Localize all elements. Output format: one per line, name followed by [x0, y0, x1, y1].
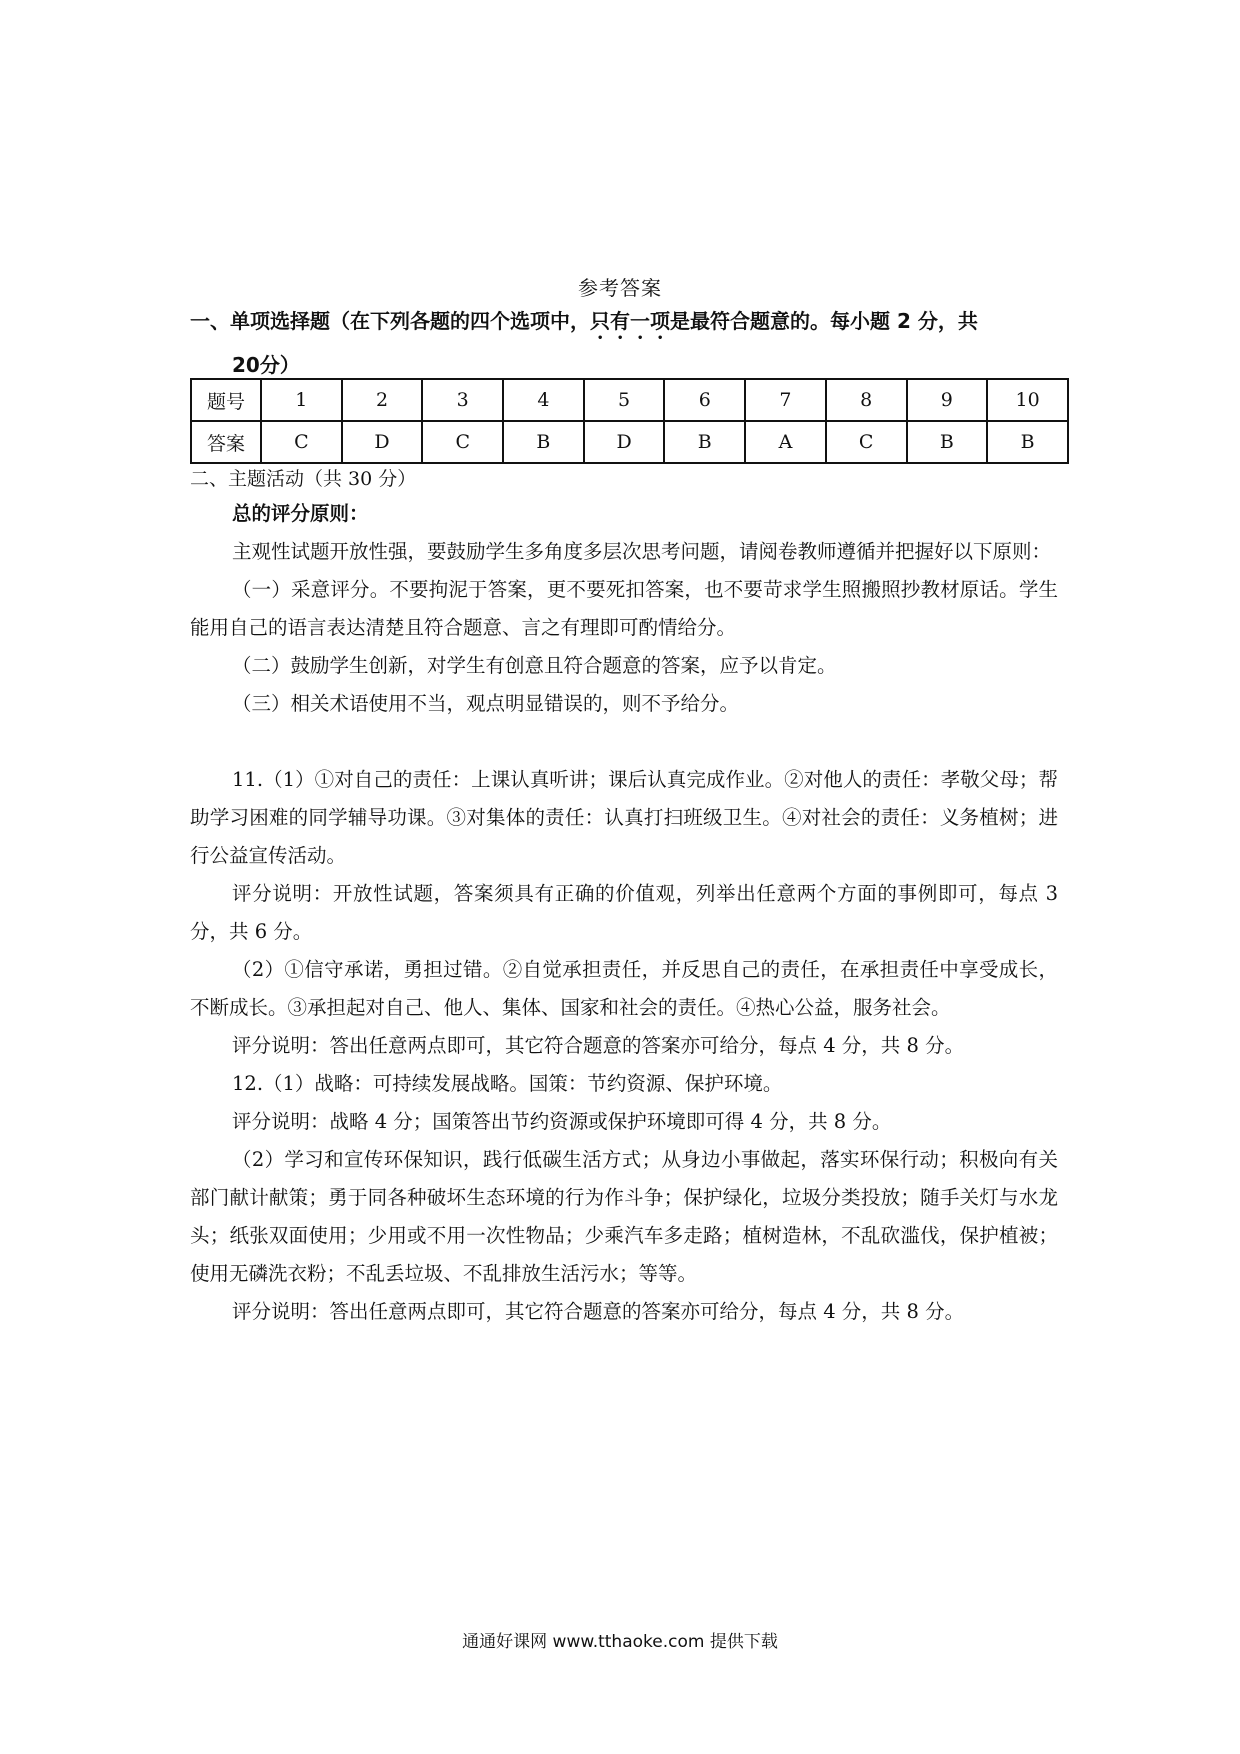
table-row-label: 答案 — [191, 421, 261, 463]
table-cell-answer: C — [422, 421, 503, 463]
table-cell-number: 3 — [422, 379, 503, 421]
page-title: 参考答案 — [578, 276, 662, 300]
section-1-heading-line2: 20分） — [232, 353, 300, 377]
table-cell-answer: A — [745, 421, 826, 463]
q11-note1: 评分说明：开放性试题，答案须具有正确的价值观，列举出任意两个方面的事例即可，每点 3 分，共 6 分。 — [190, 882, 1058, 943]
table-cell-answer: B — [987, 421, 1068, 463]
table-cell-number: 6 — [664, 379, 745, 421]
section-1-heading — [190, 300, 1070, 386]
table-cell-answer: C — [826, 421, 907, 463]
answer-table — [190, 378, 1069, 464]
section-2-heading: 二、主题活动（共 30 分） — [190, 468, 417, 490]
principles-heading: 总的评分原则： — [232, 502, 369, 525]
principle-2: （二）鼓励学生创新，对学生有创意且符合题意的答案，应予以肯定。 — [232, 654, 837, 677]
section-1-heading-line1: 一、单项选择题（在下列各题的四个选项中，只有一项是最符合题意的。每小题 2 分，共 — [190, 309, 978, 333]
table-cell-answer: B — [664, 421, 745, 463]
grading-body — [190, 495, 1058, 1331]
table-row-question-numbers — [191, 379, 1068, 421]
q12-part2: （2）学习和宣传环保知识，践行低碳生活方式；从身边小事做起，落实环保行动；积极向有关部门献计献策；勇于同各种破坏生态环境的行为作斗争；保护绿化，垃圾分类投放；随手关灯与水龙头；纸张双面使用；少用或不用一次性物品；少乘汽车多走路；植树造林，不乱砍滥伐，保护植被；使用无磷洗衣粉；不乱丢垃圾、不乱排放生活污水；等等。 — [190, 1148, 1058, 1285]
table-cell-number: 2 — [342, 379, 423, 421]
principle-3: （三）相关术语使用不当，观点明显错误的，则不予给分。 — [232, 692, 740, 715]
table-cell-answer: B — [907, 421, 988, 463]
q11-note2: 评分说明：答出任意两点即可，其它符合题意的答案亦可给分，每点 4 分，共 8 分。 — [232, 1034, 965, 1057]
table-cell-number: 1 — [261, 379, 342, 421]
table-cell-number: 4 — [503, 379, 584, 421]
table-row-label: 题号 — [191, 379, 261, 421]
table-cell-answer: B — [503, 421, 584, 463]
table-cell-number: 8 — [826, 379, 907, 421]
q12-note1: 评分说明：战略 4 分；国策答出节约资源或保护环境即可得 4 分，共 8 分。 — [232, 1110, 892, 1133]
table-cell-number: 7 — [745, 379, 826, 421]
q11-part2: （2）①信守承诺，勇担过错。②自觉承担责任，并反思自己的责任，在承担责任中享受成长，不断成长。③承担起对自己、他人、集体、国家和社会的责任。④热心公益，服务社会。 — [190, 958, 1058, 1019]
table-cell-number: 5 — [584, 379, 665, 421]
table-cell-answer: C — [261, 421, 342, 463]
spacer — [190, 723, 1058, 761]
footer-source: 通通好课网 www.tthaoke.com 提供下载 — [462, 1632, 778, 1652]
q11-part1: 11.（1）①对自己的责任：上课认真听讲；课后认真完成作业。②对他人的责任：孝敬父母；帮助学习困难的同学辅导功课。③对集体的责任：认真打扫班级卫生。④对社会的责任：义务植树；进行公益宣传活动。 — [190, 768, 1058, 867]
table-cell-answer: D — [342, 421, 423, 463]
table-cell-number: 10 — [987, 379, 1068, 421]
q12-note2: 评分说明：答出任意两点即可，其它符合题意的答案亦可给分，每点 4 分，共 8 分。 — [232, 1300, 965, 1323]
table-cell-answer: D — [584, 421, 665, 463]
principle-1: （一）采意评分。不要拘泥于答案，更不要死扣答案，也不要苛求学生照搬照抄教材原话。学生能用自己的语言表达清楚且符合题意、言之有理即可酌情给分。 — [190, 578, 1058, 639]
table-cell-number: 9 — [907, 379, 988, 421]
table-row-answers — [191, 421, 1068, 463]
principles-intro: 主观性试题开放性强，要鼓励学生多角度多层次思考问题，请阅卷教师遵循并把握好以下原则： — [232, 540, 1052, 563]
emphasized-text: 只有一项 — [590, 309, 670, 333]
q12-part1: 12.（1）战略：可持续发展战略。国策：节约资源、保护环境。 — [232, 1072, 783, 1095]
